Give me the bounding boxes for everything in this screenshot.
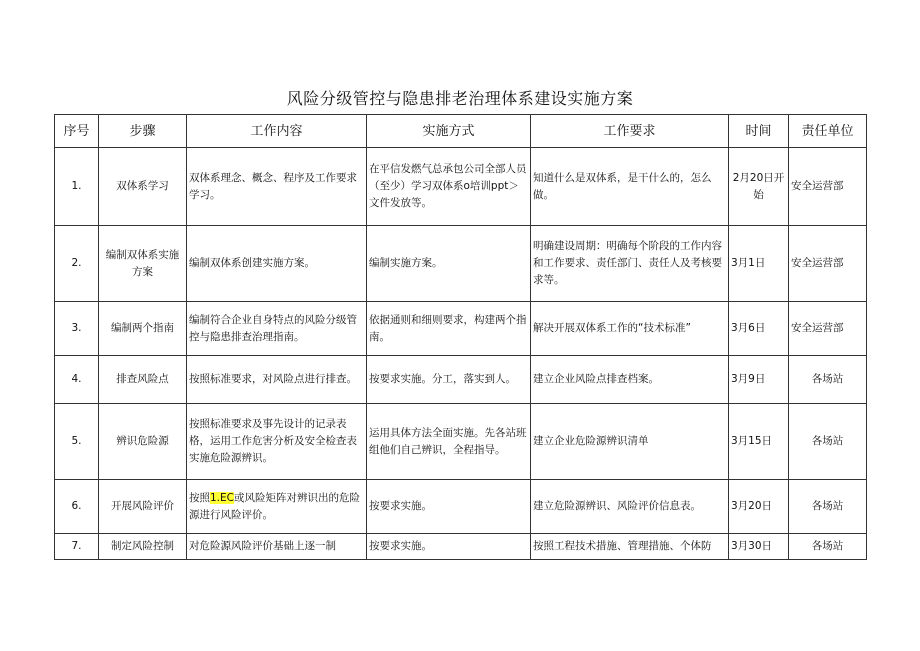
header-row — [55, 115, 867, 148]
row-method: 按要求实施。 — [367, 480, 531, 534]
row-method: 按要求实施。 — [367, 534, 531, 560]
row-time: 2月20日开始 — [729, 148, 789, 226]
highlighted-text: 1.EC — [210, 491, 234, 504]
row-time: 3月20日 — [729, 480, 789, 534]
header-step: 步骤 — [99, 115, 187, 148]
row-requirement: 明确建设周期：明确每个阶段的工作内容和工作要求、责任部门、责任人及考核要求等。 — [531, 226, 729, 302]
row-method: 依据通则和细则要求，构建两个指南。 — [367, 302, 531, 356]
row-requirement: 建立企业风险点排查档案。 — [531, 356, 729, 404]
row-content — [187, 480, 367, 534]
row-unit: 各场站 — [789, 356, 867, 404]
row-method: 编制实施方案。 — [367, 226, 531, 302]
row-unit: 各场站 — [789, 534, 867, 560]
table-row — [55, 404, 867, 480]
header-no: 序号 — [55, 115, 99, 148]
row-no: 5. — [55, 404, 99, 480]
row-requirement: 知道什么是双体系，是干什么的，怎么做。 — [531, 148, 729, 226]
row-requirement: 解决开展双体系工作的“技术标准” — [531, 302, 729, 356]
header-method: 实施方式 — [367, 115, 531, 148]
table-row — [55, 226, 867, 302]
row-requirement: 建立危险源辨识、风险评价信息表。 — [531, 480, 729, 534]
header-time: 时间 — [729, 115, 789, 148]
table-row — [55, 534, 867, 560]
row-content: 双体系理念、概念、程序及工作要求学习。 — [187, 148, 367, 226]
row-time: 3月1日 — [729, 226, 789, 302]
table-row — [55, 302, 867, 356]
row-content: 编制符合企业自身特点的风险分级管控与隐患排查治理指南。 — [187, 302, 367, 356]
header-requirement: 工作要求 — [531, 115, 729, 148]
header-unit: 责任单位 — [789, 115, 867, 148]
row-content: 对危险源风险评价基础上逐一制 — [187, 534, 367, 560]
row-unit: 各场站 — [789, 404, 867, 480]
row-requirement: 按照工程技术措施、管理措施、个体防 — [531, 534, 729, 560]
row-no: 2. — [55, 226, 99, 302]
implementation-plan-table — [54, 114, 867, 560]
row-no: 6. — [55, 480, 99, 534]
row-content: 按照标准要求，对风险点进行排查。 — [187, 356, 367, 404]
table-row — [55, 480, 867, 534]
row-content: 按照标准要求及事先设计的记录表格，运用工作危害分析及安全检查表实施危险源辨识。 — [187, 404, 367, 480]
row-requirement: 建立企业危险源辨识清单 — [531, 404, 729, 480]
row-step: 辨识危险源 — [99, 404, 187, 480]
row-unit: 各场站 — [789, 480, 867, 534]
row-step: 开展风险评价 — [99, 480, 187, 534]
table-row — [55, 148, 867, 226]
row-step: 编制两个指南 — [99, 302, 187, 356]
row-no: 7. — [55, 534, 99, 560]
row-step: 制定风险控制 — [99, 534, 187, 560]
row-method: 在平信发燃气总承包公司全部人员（至少）学习双体系ο培训ppt＞文件发放等。 — [367, 148, 531, 226]
row-step: 排查风险点 — [99, 356, 187, 404]
row-step: 编制双体系实施方案 — [99, 226, 187, 302]
row-time: 3月6日 — [729, 302, 789, 356]
row-content-prefix: 按照 — [189, 491, 210, 504]
row-unit: 安全运营部 — [789, 302, 867, 356]
row-unit: 安全运营部 — [789, 148, 867, 226]
row-method: 按要求实施。分工，落实到人。 — [367, 356, 531, 404]
header-content: 工作内容 — [187, 115, 367, 148]
row-unit: 安全运营部 — [789, 226, 867, 302]
document-title: 风险分级管控与隐患排老治理体系建设实施方案 — [286, 89, 634, 108]
row-content: 编制双体系创建实施方案。 — [187, 226, 367, 302]
row-no: 1. — [55, 148, 99, 226]
row-time: 3月9日 — [729, 356, 789, 404]
row-step: 双体系学习 — [99, 148, 187, 226]
row-no: 4. — [55, 356, 99, 404]
row-method: 运用具体方法全面实施。先各站班组他们自己辨识，全程指导。 — [367, 404, 531, 480]
row-no: 3. — [55, 302, 99, 356]
row-time: 3月15日 — [729, 404, 789, 480]
row-content-suffix: 或风险矩阵对辨识出的危险源进行风险评价。 — [189, 491, 360, 521]
row-time: 3月30日 — [729, 534, 789, 560]
table-row — [55, 356, 867, 404]
